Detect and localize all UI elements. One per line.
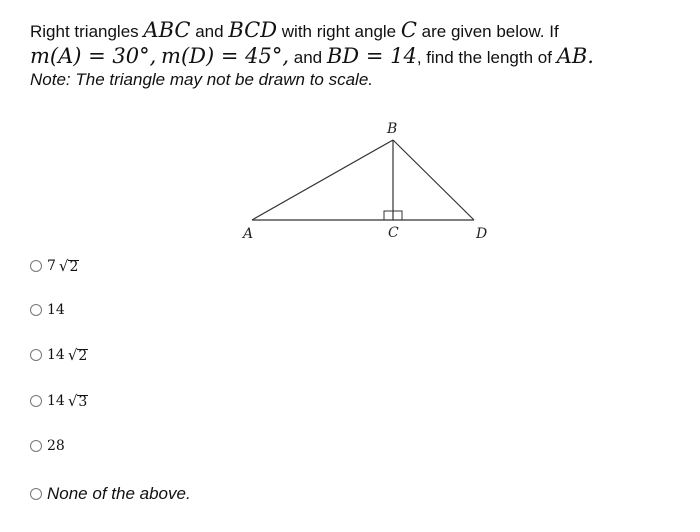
right-angle-marker xyxy=(384,211,402,220)
vertex-label-a: A xyxy=(243,226,254,242)
option-label xyxy=(47,393,88,409)
option-radicand: 2 xyxy=(78,347,88,364)
option-coefficient: 14 xyxy=(47,347,65,363)
square-root: √ 2 xyxy=(67,345,88,364)
option-coefficient: 14 xyxy=(47,393,65,409)
side-bd xyxy=(393,140,474,220)
option-label xyxy=(47,438,65,454)
option-7-root-2[interactable] xyxy=(30,256,79,276)
vertex-label-d: D xyxy=(476,226,488,242)
radio-button[interactable] xyxy=(30,260,42,272)
triangle-figure xyxy=(0,0,700,260)
question-text: with right angle xyxy=(281,22,397,41)
option-label xyxy=(47,347,88,363)
option-radicand: 3 xyxy=(78,393,88,410)
square-root: √ 2 xyxy=(58,256,79,275)
question-text: Right triangles xyxy=(30,22,139,41)
option-28[interactable] xyxy=(30,436,65,456)
option-14-root-3[interactable] xyxy=(30,391,88,411)
option-label xyxy=(47,302,65,318)
square-root: √ 3 xyxy=(67,391,88,410)
note-text: Note: The triangle may not be drawn to scale. xyxy=(30,70,374,89)
vertex-label-c: C xyxy=(388,225,399,241)
question-text: and xyxy=(293,48,323,67)
radio-button[interactable] xyxy=(30,395,42,407)
measure-a: m(A) = 30°, xyxy=(30,44,157,68)
option-coefficient: 28 xyxy=(47,438,65,454)
triangle-abc: ABC xyxy=(143,18,191,42)
question-text: are given below. If xyxy=(421,22,559,41)
question-text: and xyxy=(195,22,224,41)
radio-button[interactable] xyxy=(30,440,42,452)
side-ab xyxy=(252,140,393,220)
radio-button[interactable] xyxy=(30,304,42,316)
measure-d: m(D) = 45°, xyxy=(161,44,290,68)
triangle-bcd: BCD xyxy=(228,18,278,42)
length-bd: BD = 14 xyxy=(326,44,417,68)
option-coefficient: 7 xyxy=(47,258,56,274)
option-label: None of the above. xyxy=(47,484,191,503)
option-coefficient: 14 xyxy=(47,302,65,318)
radio-button[interactable] xyxy=(30,349,42,361)
option-14[interactable] xyxy=(30,300,65,320)
option-14-root-2[interactable] xyxy=(30,345,88,365)
option-radicand: 2 xyxy=(69,258,79,275)
question-text: , find the length of xyxy=(416,48,552,67)
option-label xyxy=(47,258,79,274)
angle-c: C xyxy=(400,18,417,42)
radio-button[interactable] xyxy=(30,488,42,500)
option-none[interactable] xyxy=(30,484,191,504)
vertex-label-b: B xyxy=(387,121,398,137)
segment-ab: AB. xyxy=(556,44,594,68)
